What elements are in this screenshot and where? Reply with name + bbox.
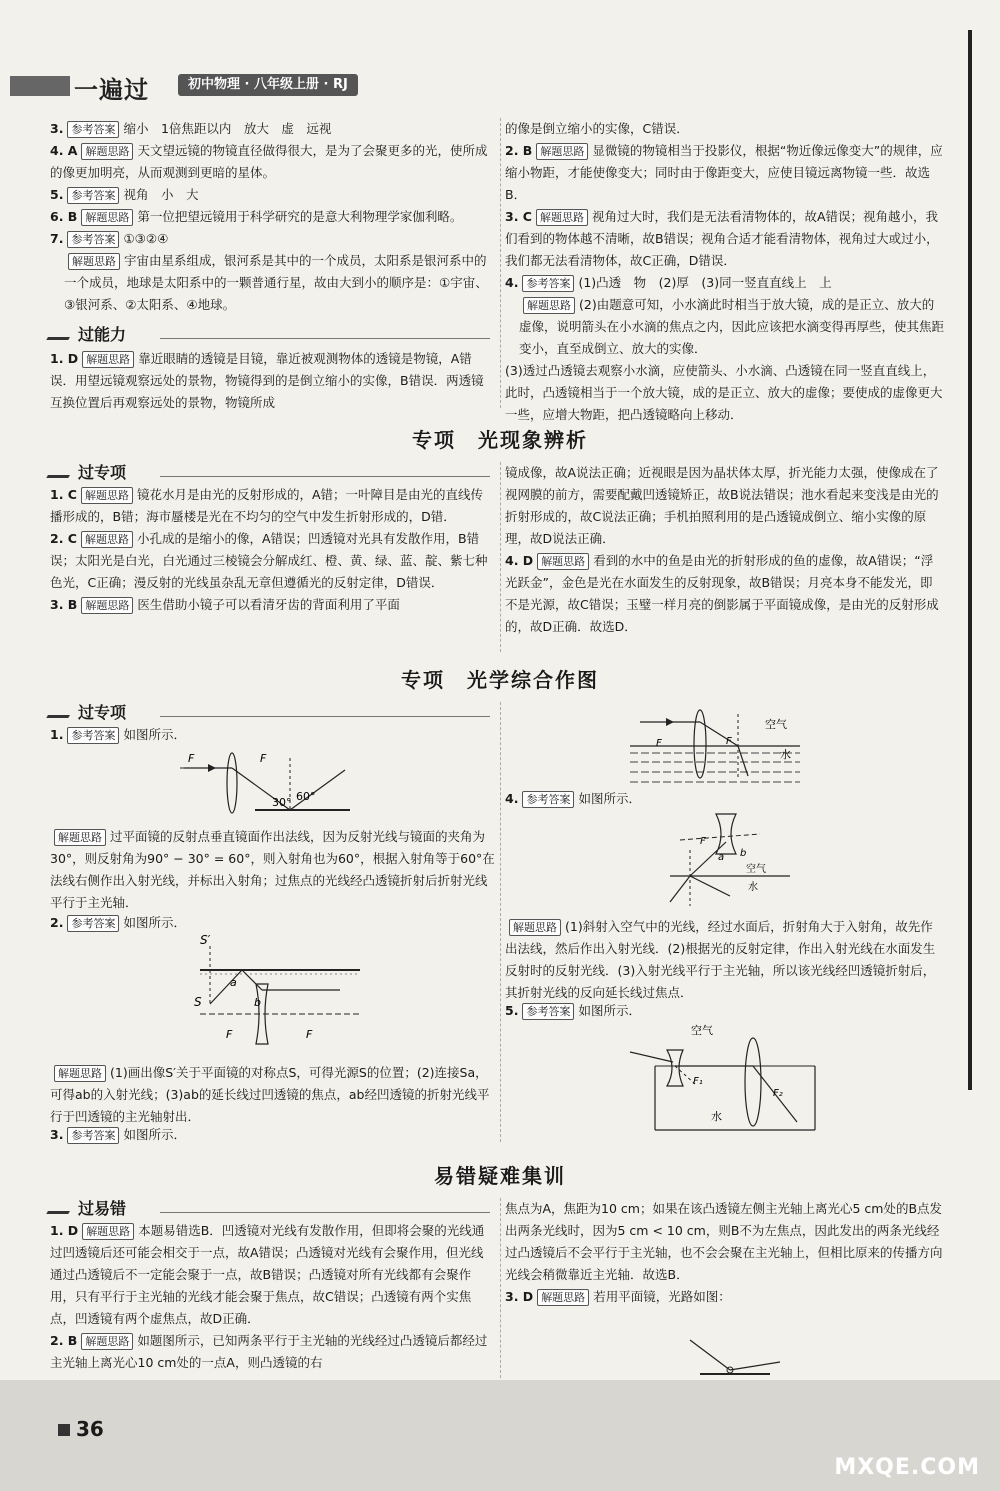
item-number: 7. [50,231,64,246]
item-number: 1. D [50,1223,79,1238]
figure-3 [630,706,830,786]
item-tag: 解题思路 [537,1289,589,1306]
section-title-1: 专项 光现象辨析 [412,428,588,452]
item-tag: 解题思路 [536,209,588,226]
label-water: 水 [780,748,791,761]
top-left-column-2 [50,348,495,414]
q1-answer: 1. 参考答案 如图所示． [50,727,186,742]
sub-heading-1: 过专项 [50,460,126,483]
figure-4 [660,810,810,910]
figure-1 [180,748,380,818]
figure-5 [625,1022,825,1137]
label-f: F [700,836,706,847]
item-tag: 解题思路 [81,209,133,226]
answer-item [505,360,945,426]
item-text: 医生借助小镜子可以看清牙齿的背面利用了平面 [137,597,400,612]
divider [160,338,490,339]
label-water: 水 [748,882,758,893]
sec1-right-column [505,462,945,638]
sec1-left-column [50,484,495,616]
sec3-right-column [505,1198,945,1308]
item-text: 镜花水月是由光的反射形成的，A错；一叶障目是由光的直线传播形成的，B错；海市蜃楼是光在不均匀的空气中发生折射形成的，D错． [50,487,484,524]
answer-item [505,1198,945,1286]
item-tag: 解题思路 [82,351,134,368]
item-text: 显微镜的物镜相当于投影仪，根据“物近像远像变大”的规律，应缩小物距，才能使像变大；同时由于像距变大，应使目镜远离物镜一些．故选B． [505,143,943,202]
label-f1: F [226,1028,233,1041]
item-tag: 解题思路 [537,553,589,570]
q4-solution: 解题思路 (1)斜射入空气中的光线，经过水面后，折射角大于入射角，故先作出法线，然后作出入射光线．(2)根据光的反射定律，作出入射光线在水面发生反射时的反射光线．(3)入射光线平行于主光轴，所以该光线经凹透镜折射后，其折射光线的反向延长线过焦点． [505,919,936,1000]
item-number: 5. [50,187,64,202]
item-number: 2. B [505,143,533,158]
q2-answer: 2. 参考答案 如图所示． [50,915,186,930]
answer-item [50,140,495,184]
item-text: 焦点为A，焦距为10 cm；如果在该凸透镜左侧主光轴上离光心5 cm处的B点发出两条光线时，因为5 cm < 10 cm，则B不为左焦点，因此发出的两条光线经过凸透镜后不会平行于主光轴，也不会会聚在主光轴上，但相比原来的传播方向光线会稍微靠近主光轴．故选B． [505,1201,943,1282]
item-text: 缩小 1倍焦距以内 放大 虚 远视 [123,121,332,136]
label-f: F [656,738,662,749]
item-number: 1. D [50,351,79,366]
column-separator [500,702,501,1142]
item-number: 2. C [50,531,77,546]
item-tag: 解题思路 [81,143,133,160]
item-tag: 解题思路 [81,487,133,504]
item-text: 本题易错选B．凹透镜对光线有发散作用，但即将会聚的光线通过凹透镜后还可能会相交于一点，故A错误；凸透镜对光线有会聚作用，但光线通过凸透镜后不一定能会聚于一点，故B错误；凸透镜对所有光线都有会聚作用，只有平行于主光轴的光线才能会聚于焦点，故C错误；凸透镜有两个实焦点，凹透镜有两个虚焦点，故D正确． [50,1223,485,1326]
label-b: b [740,848,747,859]
item-number: 6. B [50,209,78,224]
answer-item [50,348,495,414]
item-text: 若用平面镜，光路如图： [593,1289,731,1304]
item-number: 4. A [50,143,78,158]
answer-item [50,118,495,140]
answer-item [50,594,495,616]
answer-item [50,1330,495,1374]
label-air: 空气 [691,1024,713,1037]
item-text: 镜成像，故A说法正确；近视眼是因为晶状体太厚，折光能力太强，使像成在了视网膜的前方，需要配戴凹透镜矫正，故B说法错误；池水看起来变浅是由光的折射形成的，故C说法正确；手机拍照利用的是凸透镜成倒立、缩小实像的原理，故D说法正确． [505,465,939,546]
label-air: 空气 [765,718,787,731]
answer-item [505,140,945,206]
item-number: 3. D [505,1289,534,1304]
item-text: (1)凸透 物 (2)厚 (3)同一竖直直线上 上 [578,275,832,290]
item-tag: 解题思路 [81,597,133,614]
item-text: 视角 小 大 [123,187,199,202]
item-tag: 参考答案 [67,121,119,138]
answer-item [50,228,495,250]
label-f1: F₁ [693,1076,703,1087]
label-s-prime: S′ [200,934,211,947]
figure-2 [190,934,370,1064]
column-separator [500,462,501,652]
item-text: 如题图所示，已知两条平行于主光轴的光线经过凸透镜后都经过主光轴上离光心10 cm处的一点A，则凸透镜的右 [50,1333,488,1370]
answer-item [50,1220,495,1330]
brand-title: 一遍过 [74,75,149,104]
header [10,70,510,104]
label-60: 60° [296,790,316,803]
item-text: 视角过大时，我们是无法看清物体的，故A错误；视角越小，我们看到的物体越不清晰，故B错误；视角合适才能看清物体，视角过大或过小，我们都无法看清物体，故C正确，D错误． [505,209,939,268]
item-tag: 解题思路 [82,1223,134,1240]
answer-item [505,462,945,550]
answer-item [505,272,945,294]
svg-text:F: F [260,752,267,765]
answer-item [505,1286,945,1308]
item-number: 3. C [505,209,532,224]
answer-item [50,206,495,228]
item-tag: 解题思路 [536,143,588,160]
item-text: 的像是倒立缩小的实像，C错误． [505,121,689,136]
section-title-3: 易错疑难集训 [434,1164,566,1188]
figure-6 [680,1330,790,1380]
top-left-column [50,118,495,316]
item-number: 2. B [50,1333,78,1348]
label-s: S [194,995,202,1009]
label-b: b [254,996,261,1009]
label-f: F [188,752,195,765]
answer-item [50,484,495,528]
item-tag: 参考答案 [522,275,574,292]
item-number: 4. D [505,553,534,568]
answer-item [50,250,495,316]
divider [160,476,490,477]
item-text: ①③②④ [123,231,169,246]
answer-item [505,550,945,638]
answer-item [50,184,495,206]
label-a: a [718,852,725,863]
page-number: 36 [58,1417,104,1441]
item-text: 小孔成的是缩小的像，A错误；凹透镜对光具有发散作用，B错误；太阳光是白光，白光通过三棱镜会分解成红、橙、黄、绿、蓝、靛、紫七种色光，C正确；漫反射的光线虽杂乱无章但遵循光的反射定律，D错误． [50,531,488,590]
divider [160,1212,490,1213]
divider [160,716,490,717]
section-title-2: 专项 光学综合作图 [401,668,599,692]
q1-solution: 解题思路 过平面镜的反射点垂直镜面作出法线，因为反射光线与镜面的夹角为30°，则反射角为90° − 30° = 60°，则入射角也为60°，根据入射角等于60°在法线右侧作出入射光线，并标出入射角；过焦点的光线经凸透镜折射后折射光线平行于主光轴． [50,829,495,910]
answer-item [50,528,495,594]
answer-item [505,118,945,140]
label-f: F [726,736,732,747]
sub-heading-ability: 过能力 [50,322,126,345]
sec3-left-column [50,1220,495,1374]
q4-answer: 4. 参考答案 如图所示． [505,791,641,806]
top-right-column [505,118,945,426]
label-water: 水 [711,1110,722,1123]
answer-item [505,206,945,272]
sub-heading-3: 过易错 [50,1196,126,1219]
q3-answer: 3. 参考答案 如图所示． [50,1127,186,1142]
watermark: MXQE.COM [834,1455,980,1480]
header-bar [10,76,70,96]
item-number: 3. B [50,597,78,612]
item-text: 靠近眼睛的透镜是目镜，靠近被观测物体的透镜是物镜，A错误．用望远镜观察远处的景物，物镜得到的是倒立缩小的实像，B错误．两透镜互换位置后再观察远处的景物，物镜所成 [50,351,484,410]
label-air: 空气 [746,864,766,875]
item-tag: 解题思路 [68,253,120,270]
item-tag: 参考答案 [67,231,119,248]
item-tag: 解题思路 [523,297,575,314]
item-number: 3. [50,121,64,136]
item-text: 看到的水中的鱼是由光的折射形成的鱼的虚像，故A错误；“浮光跃金”，金色是光在水面发生的反射现象，故B错误；月亮本身不能发光，即不是光源，故C错误；玉璧一样月亮的倒影属于平面镜成像，是由光的反射形成的，故D正确．故选D． [505,553,939,634]
column-separator [500,1198,501,1378]
item-tag: 参考答案 [67,187,119,204]
item-text: 宇宙由星系组成，银河系是其中的一个成员，太阳系是银河系中的一个成员，地球是太阳系中的一颗普通行星，故由大到小的顺序是：①宇宙、③银河系、②太阳系、④地球。 [64,253,488,312]
item-text: 天文望远镜的物镜直径做得很大，是为了会聚更多的光，使所成的像更加明亮，从而观测到更暗的星体。 [50,143,488,180]
item-tag: 解题思路 [81,531,133,548]
label-a: a [230,976,237,989]
answer-item [505,294,945,360]
label-30: 30° [272,796,292,809]
item-text: 第一位把望远镜用于科学研究的是意大利物理学家伽利略。 [137,209,463,224]
sub-heading-2: 过专项 [50,700,126,723]
q5-answer: 5. 参考答案 如图所示． [505,1003,641,1018]
item-tag: 解题思路 [81,1333,133,1350]
column-separator [500,118,501,408]
item-text: (3)透过凸透镜去观察小水滴，应使箭头、小水滴、凸透镜在同一竖直直线上，此时，凸透镜相当于一个放大镜，成的是正立、放大的虚像；要使成的虚像更大一些，应增大物距，把凸透镜略向上移动． [505,363,943,422]
item-number: 4. [505,275,519,290]
item-number: 1. C [50,487,77,502]
book-label: 初中物理 · 八年级上册 · RJ [178,74,358,96]
label-f2: F [306,1028,313,1041]
label-f2: F₂ [773,1088,783,1099]
q2-solution: 解题思路 (1)画出像S′关于平面镜的对称点S，可得光源S的位置；(2)连接Sa，可得ab的入射光线；(3)ab的延长线过凹透镜的焦点，ab经凹透镜的折射光线平行于凹透镜的主光轴射出． [50,1065,490,1124]
item-text: (2)由题意可知，小水滴此时相当于放大镜，成的是正立、放大的虚像，说明箭头在小水滴的焦点之内，因此应该把水滴变得再厚些，使其焦距变小，直至成倒立、放大的实像． [519,297,945,356]
right-edge-bar [968,30,972,1090]
